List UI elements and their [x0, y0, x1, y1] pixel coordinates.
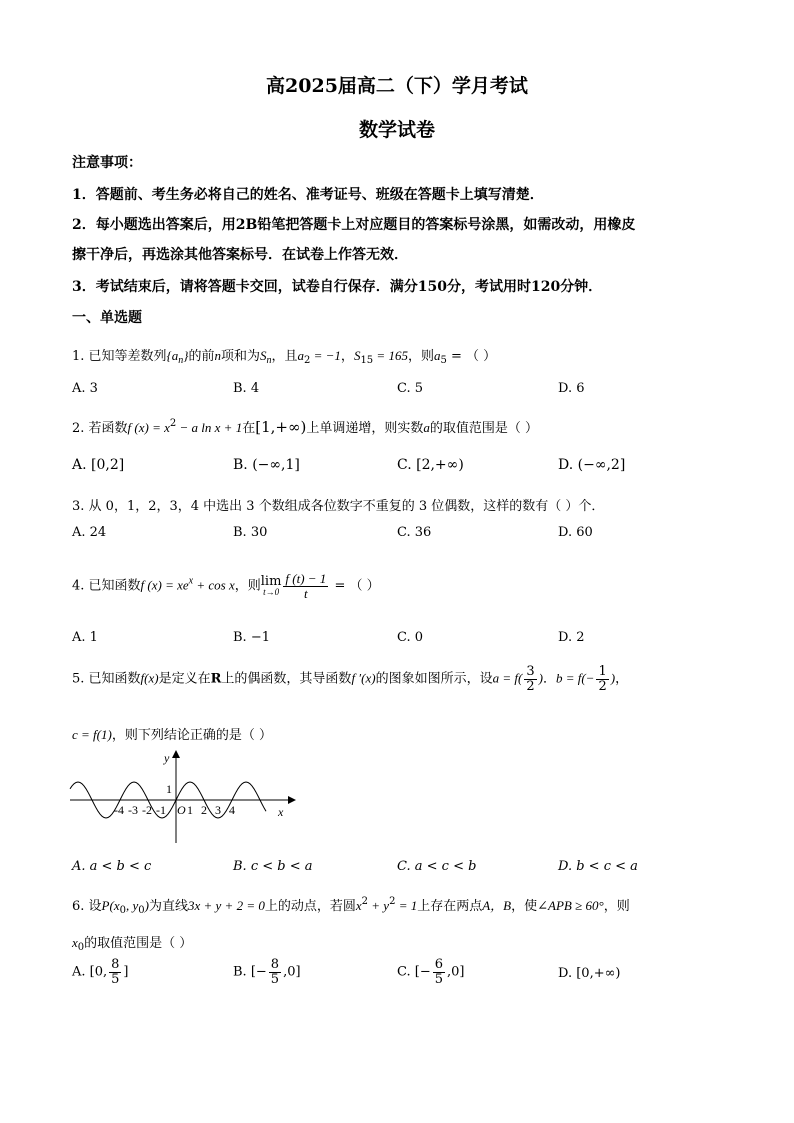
q1-option-b: B. 4 [233, 381, 260, 396]
note-2: 2．每小题选出答案后，用2B铅笔把答题卡上对应题目的答案标号涂黑，如需改动，用橡皮 [72, 217, 636, 233]
question-2: 2. 若函数f $(x) = x^2 - a$ ln x + 1在[1,+∞)上单调递增，则实数a的取值范围是（ ） [72, 418, 538, 436]
q6-option-b: B. [− $\frac{8}{5}$ ,0] [233, 957, 301, 987]
section-heading: 一、单选题 [72, 310, 142, 326]
q6-option-c: C. [− $\frac{6}{5}$ ,0] [397, 957, 465, 987]
note-1: 1．答题前、考生务必将自己的姓名、准考证号、班级在答题卡上填写清楚． [72, 187, 544, 203]
q2-option-b: B. (−∞,1] [233, 457, 300, 473]
notes-heading: 注意事项： [72, 155, 142, 171]
x-tick-label: 1 [187, 803, 193, 817]
note-3: 3．考试结束后，请将答题卡交回，试卷自行保存．满分150分，考试用时120分钟． [72, 279, 603, 295]
q2-option-d: D. (−∞,2] [558, 457, 626, 473]
x-tick-label: -2 [142, 803, 152, 817]
x-axis-label: x [278, 805, 284, 819]
q5-a-fraction: $\frac{3}{2}$ [526, 664, 535, 694]
q1-option-d: D. 6 [558, 381, 585, 396]
x-tick-label: -4 [114, 803, 124, 817]
q3-option-c: C. 36 [397, 525, 432, 540]
q4-option-b: B. −1 [233, 630, 270, 645]
q4-option-c: C. 0 [397, 630, 424, 645]
exam-title: 高2025届高二（下）学月考试 [266, 75, 528, 97]
question-6: 6. 设$P(x_0$, $y_0$)为直线3x + y + 2 = 0上的动点，若圆$x^2 + y^2 = 1$上存在两点A，B，使∠APB ≥ 60°，则 [72, 896, 630, 916]
q6-option-d: D. [0,+∞) [558, 966, 621, 981]
origin-label: O [177, 803, 186, 817]
q2-option-a: A. [0,2] [72, 457, 125, 473]
q1-option-c: C. 5 [397, 381, 424, 396]
x-tick-label: 3 [215, 803, 221, 817]
q5-option-d: D. b < c < a [558, 859, 638, 874]
question-4: 4. 已知函数f $(x) = xe^x + \cos x$，则lim t→0 $\frac{f (t) - 1}{t}$ = （ ） [72, 571, 380, 601]
q3-option-a: A. 24 [72, 525, 107, 540]
question-5-line2: c = f(1)，则下列结论正确的是（ ） [72, 727, 272, 743]
x-tick-label: 4 [229, 803, 235, 817]
note-2-cont: 擦干净后，再选涂其他答案标号．在试卷上作答无效． [72, 247, 408, 263]
q5-option-c: C. a < c < b [397, 859, 477, 874]
derivative-graph [70, 748, 300, 848]
limit-operator: lim t→0 [260, 574, 282, 598]
question-6-line2: $x_0$的取值范围是（ ） [72, 935, 193, 953]
exam-subtitle: 数学试卷 [358, 119, 435, 141]
q5-b-fraction: $\frac{1}{2}$ [598, 664, 607, 694]
question-5: 5. 已知函数f(x)是定义在R上的偶函数，其导函数f ′(x)的图象如图所示，设a = f( $\frac{3}{2}$ )．b = f(− $\frac{1}{2}$ )， [72, 664, 629, 694]
x-axis-arrow [288, 796, 296, 804]
q4-fraction: $\frac{f (t) - 1}{t}$ [285, 571, 327, 601]
q3-option-d: D. 60 [558, 525, 593, 540]
q5-option-b: B. c < b < a [233, 859, 313, 874]
q3-option-b: B. 30 [233, 525, 268, 540]
q1-option-a: A. 3 [72, 381, 98, 396]
question-3: 3. 从 0，1，2，3，4 中选出 3 个数组成各位数字不重复的 3 位偶数，这样的数有（ ）个． [72, 499, 605, 514]
y-axis-label: y [164, 751, 170, 765]
q5-option-a: A. a < b < c [72, 859, 152, 874]
x-tick-label: 2 [201, 803, 207, 817]
q2-option-c: C. [2,+∞) [397, 457, 464, 473]
question-1: 1. 已知等差数列$\{a_n\}$的前n项和为$S_n$，且$a_2 = -1$，$S_{15} = 165$，则$a_5$ = （ ） [72, 348, 497, 366]
q4-option-d: D. 2 [558, 630, 585, 645]
x-tick-label: -1 [156, 803, 166, 817]
y-tick-one: 1 [166, 782, 172, 796]
x-tick-label: -3 [128, 803, 138, 817]
q4-option-a: A. 1 [72, 630, 98, 645]
q6-option-a: A. [0, $\frac{8}{5}$ ] [72, 957, 129, 987]
y-axis-arrow [172, 750, 180, 758]
